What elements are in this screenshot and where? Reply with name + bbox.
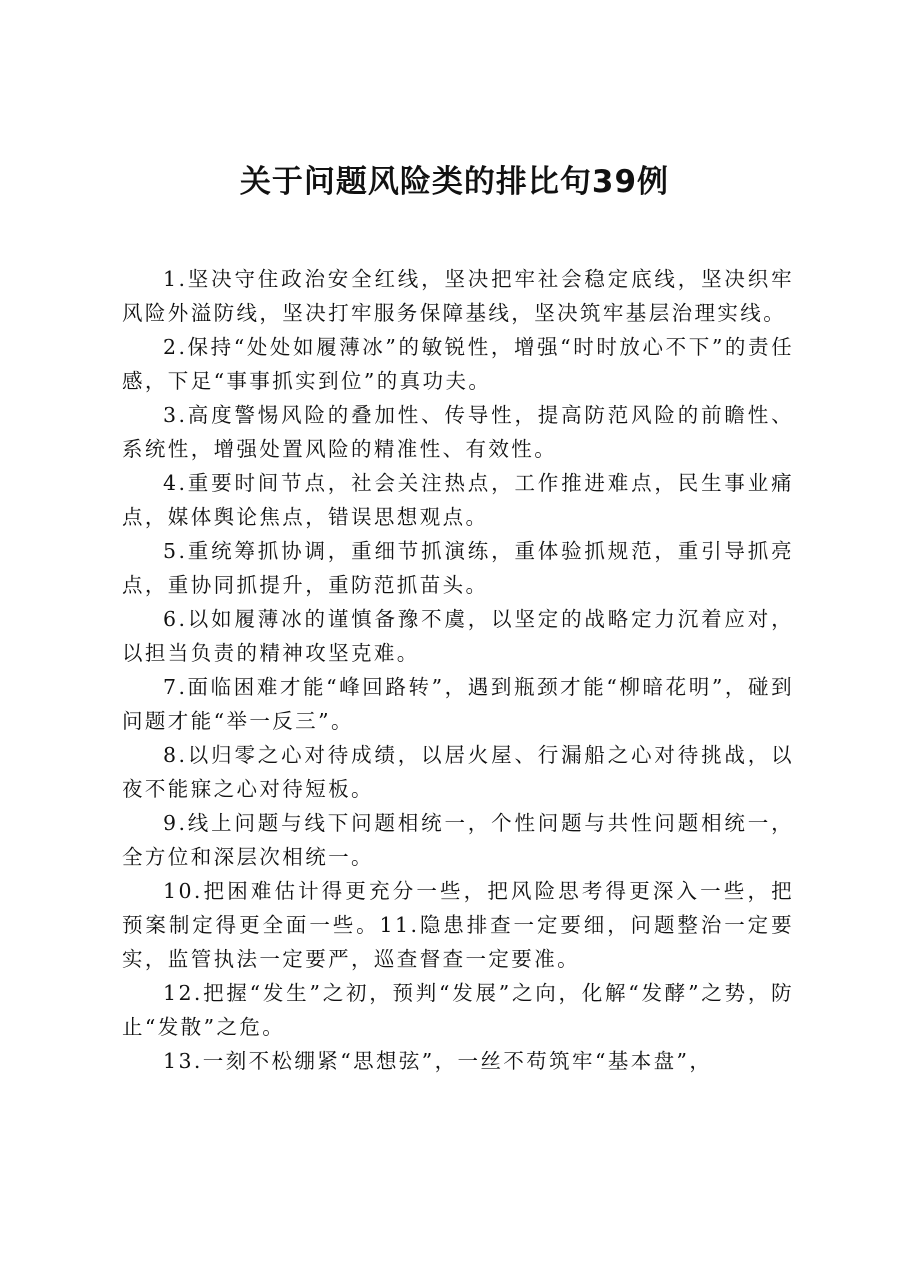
document-title: 关于问题风险类的排比句39例: [239, 164, 670, 200]
paragraph-6: 6.以如履薄冰的谨慎备豫不虞，以坚定的战略定力沉着应对，以担当负责的精神攻坚克难。: [122, 607, 794, 665]
paragraph-3: 3.高度警惕风险的叠加性、传导性，提高防范风险的前瞻性、系统性，增强处置风险的精准性、有效性。: [122, 403, 794, 461]
paragraph-7: 7.面临困难才能“峰回路转”，遇到瓶颈才能“柳暗花明”，碰到问题才能“举一反三”。: [122, 675, 794, 733]
paragraph-2: 2.保持“处处如履薄冰”的敏锐性，增强“时时放心不下”的责任感，下足“事事抓实到位”的真功夫。: [122, 335, 794, 393]
paragraph-12: 12.把握“发生”之初，预判“发展”之向，化解“发酵”之势，防止“发散”之危。: [122, 981, 794, 1039]
document-body: [122, 262, 794, 1078]
paragraph-5: 5.重统筹抓协调，重细节抓演练，重体验抓规范，重引导抓亮点，重协同抓提升，重防范抓苗头。: [122, 539, 794, 597]
paragraph-4: 4.重要时间节点，社会关注热点，工作推进难点，民生事业痛点，媒体舆论焦点，错误思想观点。: [122, 471, 794, 529]
paragraph-9: 9.线上问题与线下问题相统一，个性问题与共性问题相统一，全方位和深层次相统一。: [122, 811, 794, 869]
paragraph-8: 8.以归零之心对待成绩，以居火屋、行漏船之心对待挑战，以夜不能寐之心对待短板。: [122, 743, 794, 801]
paragraph-10: 10.把困难估计得更充分一些，把风险思考得更深入一些，把预案制定得更全面一些。11.隐患排查一定要细，问题整治一定要实，监管执法一定要严，巡查督查一定要准。: [122, 879, 794, 971]
paragraph-1: 1.坚决守住政治安全红线，坚决把牢社会稳定底线，坚决织牢风险外溢防线，坚决打牢服务保障基线，坚决筑牢基层治理实线。: [122, 267, 794, 325]
paragraph-13: 13.一刻不松绷紧“思想弦”，一丝不苟筑牢“基本盘”，: [163, 1049, 713, 1073]
